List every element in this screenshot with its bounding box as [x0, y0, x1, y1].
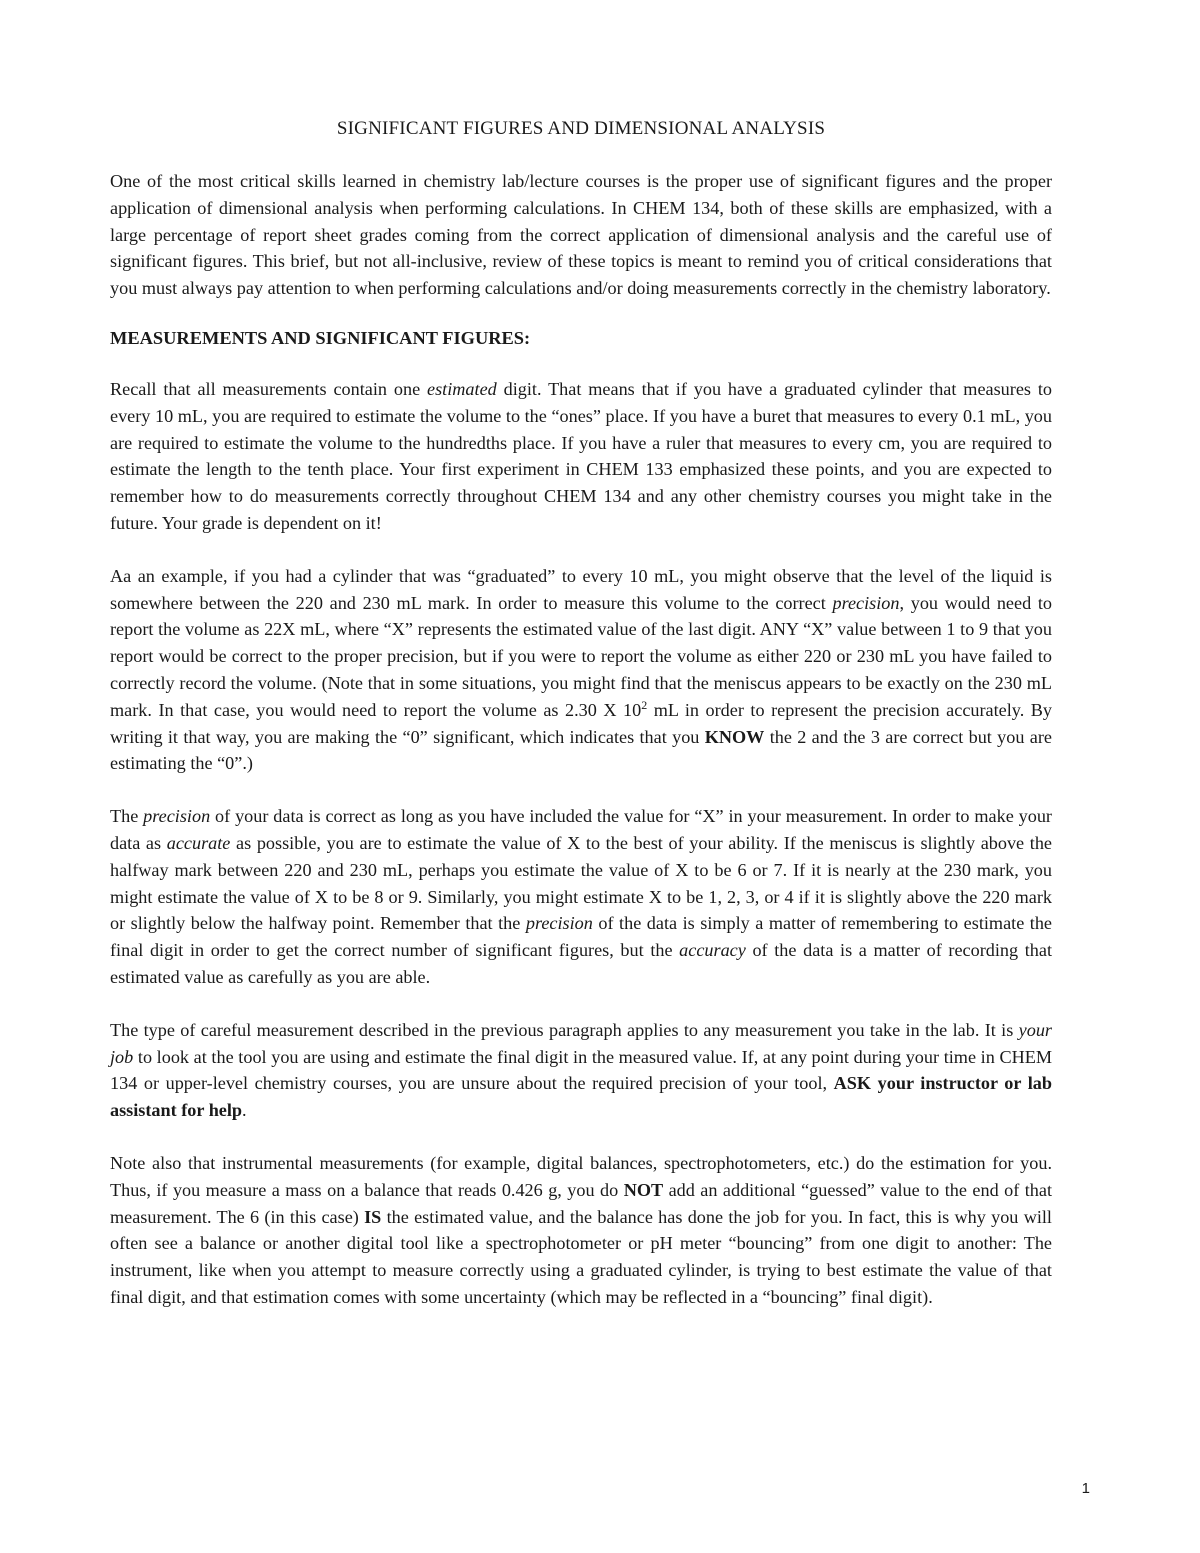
emphasis-text: accurate: [166, 832, 231, 853]
emphasis-text: accuracy: [679, 940, 746, 961]
text-run: mL in order to represent the precision accurately. By writing it that way, you are making the “0” significant, which indicates that you: [110, 699, 1052, 747]
bold-text: ASK your instructor or lab assistant for help: [110, 1073, 1052, 1121]
text-run: The: [110, 806, 144, 827]
emphasis-text: precision: [525, 913, 593, 934]
text-run: .: [242, 1100, 247, 1121]
text-run: of the data is simply a matter of remembering to estimate the final digit in order to get the correct number of significant figures, but the: [110, 913, 1053, 961]
text-run: as possible, you are to estimate the value of X to the best of your ability. If the meniscus is slightly above the halfway mark between 220 and 230 mL, perhaps you estimate the value of X to be 6 or 7. If it is nearly at the 230 mark, you might estimate the value of X to be 8 or 9. Similarly, you might estimate X to be 1, 2, 3, or 4 if it is slightly above the 220 mark or slightly below the halfway point. Remember that the: [110, 832, 1052, 934]
intro-paragraph: One of the most critical skills learned in chemistry lab/lecture courses is the proper use of significant figures and the proper application of dimensional analysis when performing calculations. In CHEM 134, both of these skills are emphasized, with a large percentage of report sheet grades coming from the correct application of dimensional analysis and the careful use of significant figures. This brief, but not all-inclusive, review of these topics is meant to remind you of critical considerations that you must always pay attention to when performing calculations and/or doing measurements correctly in the chemistry laboratory.: [110, 171, 1052, 299]
text-run: the 2 and the 3 are correct but you are estimating the “0”.): [110, 726, 1052, 774]
emphasis-text: estimated: [427, 378, 497, 399]
text-run: add an additional “guessed” value to the end of that measurement. The 6 (in this case): [110, 1179, 1052, 1227]
page-number: 1: [1081, 1480, 1090, 1497]
superscript: 2: [641, 697, 648, 712]
bold-text: IS: [364, 1206, 382, 1227]
text-run: Recall that all measurements contain one: [110, 378, 428, 399]
paragraph-estimated-digit: [110, 376, 1052, 537]
bold-text: KNOW: [704, 726, 765, 747]
document-title: SIGNIFICANT FIGURES AND DIMENSIONAL ANALYSIS: [336, 118, 826, 139]
paragraph-careful-measurement: [110, 1017, 1052, 1124]
paragraph-precision-accuracy: [110, 803, 1052, 991]
document-page: [110, 118, 1052, 1337]
section-heading: MEASUREMENTS AND SIGNIFICANT FIGURES:: [110, 327, 531, 348]
bold-text: NOT: [623, 1179, 664, 1200]
text-run: to look at the tool you are using and estimate the final digit in the measured value. If, at any point during your time in CHEM 134 or upper-level chemistry courses, you are unsure about the required precision of your tool,: [110, 1046, 1052, 1094]
text-run: Aa an example, if you had a cylinder that was “graduated” to every 10 mL, you might observe that the level of the liquid is somewhere between the 220 and 230 mL mark. In order to measure this volume to the correct: [110, 565, 1052, 613]
text-run: , you would need to report the volume as 22X mL, where “X” represents the estimated value of the last digit. ANY “X” value between 1 to 9 that you report would be correct to the proper precision, but if you were to report the volume as either 220 or 230 mL you have failed to correctly record the volume. (Note that in some situations, you might find that the meniscus appears to be exactly on the 230 mL mark. In that case, you would need to report the volume as 2.30 X 10: [110, 592, 1053, 720]
paragraph-cylinder-example: [110, 563, 1052, 777]
text-run: of your data is correct as long as you have included the value for “X” in your measurement. In order to make your data as: [110, 806, 1052, 853]
text-run: The type of careful measurement described in the previous paragraph applies to any measurement you take in the lab. It is: [110, 1019, 1019, 1040]
text-run: Note also that instrumental measurements (for example, digital balances, spectrophotometers, etc.) do the estimation for you. Thus, if you measure a mass on a balance that reads 0.426 g, you do: [110, 1152, 1052, 1200]
paragraph-instrumental-measurements: [110, 1150, 1052, 1311]
text-run: digit. That means that if you have a graduated cylinder that measures to every 10 mL, you are required to estimate the volume to the “ones” place. If you have a buret that measures to every 0.1 mL, you are required to estimate the volume to the hundredths place. If you have a ruler that measures to every cm, you are required to estimate the length to the tenth place. Your first experiment in CHEM 133 emphasized these points, and you are expected to remember how to do measurements correctly throughout CHEM 134 and any other chemistry courses you might take in the future. Your grade is dependent on it!: [110, 378, 1053, 533]
emphasis-text: your job: [110, 1019, 1052, 1067]
emphasis-text: precision: [143, 806, 211, 827]
text-run: of the data is a matter of recording that estimated value as carefully as you are able.: [110, 940, 1052, 987]
text-run: the estimated value, and the balance has done the job for you. In fact, this is why you will often see a balance or another digital tool like a spectrophotometer or pH meter “bouncing” from one digit to another: The instrument, like when you attempt to measure correctly using a graduated cylinder, is trying to best estimate the value of that final digit, and that estimation comes with some uncertainty (which may be reflected in a “bouncing” final digit).: [110, 1206, 1052, 1307]
emphasis-text: precision: [832, 592, 900, 613]
